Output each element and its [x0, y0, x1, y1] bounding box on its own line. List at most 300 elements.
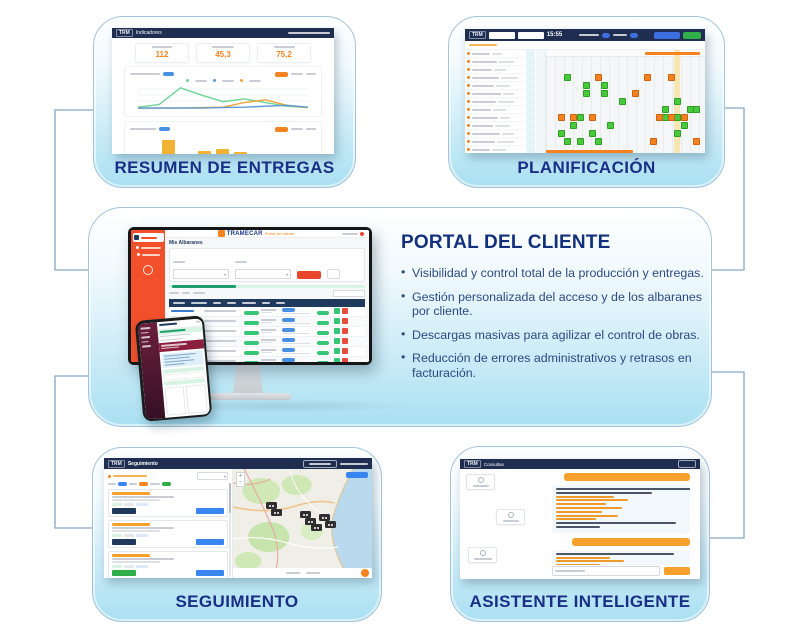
slot-chip-green[interactable] — [619, 98, 626, 105]
text-placeholder — [141, 336, 150, 338]
text-placeholder — [472, 141, 495, 143]
slot-chip-green[interactable] — [601, 90, 608, 97]
slot-chip-orange[interactable] — [589, 114, 596, 121]
slot-chip-green[interactable] — [601, 82, 608, 89]
download-chip[interactable] — [282, 308, 295, 312]
text-placeholder — [492, 149, 506, 151]
text-placeholder — [222, 80, 234, 82]
screenshot-assistant — [460, 459, 700, 579]
resource-icon — [467, 124, 470, 127]
bar-chart-card — [124, 121, 322, 154]
decorative-shape — [334, 348, 355, 354]
map-action-button[interactable] — [346, 472, 368, 478]
slot-chip-orange[interactable] — [644, 74, 651, 81]
card-buttons — [112, 539, 224, 545]
truck-marker[interactable] — [325, 521, 336, 528]
text-placeholder — [613, 34, 627, 36]
date-select[interactable] — [489, 32, 515, 39]
reply-line — [556, 557, 610, 559]
decorative-shape — [134, 235, 139, 240]
sidebar-logo — [133, 233, 164, 242]
text-placeholder — [501, 77, 518, 79]
bar — [198, 151, 211, 154]
text-placeholder — [493, 109, 506, 111]
resource-row — [465, 90, 545, 98]
slot-chip-green[interactable] — [564, 138, 571, 145]
panel-planificacion — [448, 16, 725, 188]
resource-row — [465, 66, 545, 74]
reply-line — [556, 515, 618, 517]
text-placeholder — [112, 558, 174, 560]
resource-icon — [467, 100, 470, 103]
reject-button[interactable] — [342, 348, 348, 354]
accept-button[interactable] — [334, 328, 340, 334]
decorative-shape — [130, 70, 316, 78]
decorative-shape — [204, 310, 244, 312]
text-placeholder — [193, 292, 205, 294]
decorative-shape — [334, 358, 355, 362]
text-placeholder — [152, 46, 172, 48]
text-placeholder — [249, 80, 261, 82]
assistant-title: Consultas — [483, 461, 504, 467]
slot-chip-green[interactable] — [681, 122, 688, 129]
fab-button[interactable] — [361, 569, 369, 577]
text-placeholder — [195, 321, 199, 323]
text-placeholder — [261, 359, 276, 361]
text-placeholder — [472, 117, 498, 119]
resource-row — [465, 58, 545, 66]
decorative-shape — [317, 352, 334, 362]
slot-chip-green[interactable] — [583, 90, 590, 97]
reply-line — [556, 522, 676, 524]
text-placeholder — [286, 572, 300, 575]
status-chips — [112, 503, 224, 506]
download-chip[interactable] — [282, 338, 295, 342]
accept-button[interactable] — [334, 358, 340, 362]
text-placeholder — [163, 353, 195, 357]
plate-title — [112, 523, 150, 526]
decorative-shape — [277, 512, 279, 514]
text-placeholder — [161, 346, 179, 349]
suggestion-card[interactable] — [496, 509, 525, 525]
slot-chip-green[interactable] — [564, 74, 571, 81]
decorative-shape — [334, 308, 355, 314]
slot-chip-orange[interactable] — [558, 114, 565, 121]
decorative-shape — [328, 524, 330, 526]
panel-portal — [88, 207, 712, 427]
panel-resumen — [93, 16, 356, 188]
delivery-card[interactable] — [108, 489, 228, 517]
truck-marker[interactable] — [319, 514, 330, 521]
truck-marker[interactable] — [266, 502, 277, 509]
tracking-title: Seguimiento — [127, 460, 158, 467]
text-placeholder — [169, 292, 179, 294]
decorative-shape — [137, 253, 140, 256]
decorative-shape — [204, 320, 244, 322]
lote-select[interactable] — [235, 269, 291, 279]
text-placeholder — [204, 330, 236, 332]
reject-button[interactable] — [342, 318, 348, 324]
bar-chart — [144, 135, 308, 154]
bullet-item: • Reducción de errores administrativos y retrasos en facturación. — [401, 351, 721, 380]
accept-button[interactable] — [334, 338, 340, 344]
slot-chip-green[interactable] — [662, 106, 669, 113]
brand-logo: TRM — [116, 29, 133, 37]
text-placeholder — [291, 128, 303, 131]
truck-marker[interactable] — [300, 511, 311, 518]
gantt-bar-top[interactable] — [645, 52, 701, 55]
text-placeholder — [140, 332, 148, 334]
text-placeholder — [472, 133, 500, 135]
dashboard-title: Indicadores — [135, 30, 162, 36]
resource-row — [465, 122, 545, 130]
text-placeholder — [129, 483, 137, 485]
text-placeholder — [503, 520, 519, 522]
text-placeholder — [108, 483, 116, 485]
text-placeholder — [261, 309, 276, 311]
text-placeholder — [140, 326, 150, 329]
reject-button[interactable] — [342, 338, 348, 344]
card-buttons — [112, 508, 224, 514]
slot-chip-green[interactable] — [607, 122, 614, 129]
slot-chip-green[interactable] — [570, 122, 577, 129]
text-placeholder — [141, 341, 148, 343]
line-chart-card — [124, 66, 322, 117]
text-placeholder — [204, 360, 236, 362]
text-placeholder — [472, 85, 494, 87]
resource-row — [465, 106, 545, 114]
decorative-shape — [124, 503, 134, 506]
obra-select[interactable] — [173, 269, 229, 279]
text-placeholder — [340, 463, 368, 465]
decorative-shape — [204, 350, 244, 352]
download-chip[interactable] — [282, 358, 295, 362]
reply-line — [556, 503, 606, 505]
decorative-shape — [306, 514, 308, 516]
decorative-shape: ▾ — [285, 271, 288, 277]
clock-time: 15:55 — [546, 32, 563, 38]
status-chips — [112, 565, 224, 568]
decorative-shape — [156, 318, 209, 418]
bullet-item: • Visibilidad y control total de la producción y entregas. — [401, 266, 721, 281]
reply-line — [556, 560, 624, 562]
table-search-input[interactable] — [333, 290, 365, 297]
zoom-control[interactable]: + − — [236, 472, 245, 487]
decorative-shape — [317, 527, 319, 529]
text-placeholder — [282, 313, 310, 315]
chart-legend — [130, 78, 316, 83]
text-placeholder — [204, 310, 236, 312]
text-placeholder — [227, 302, 236, 304]
table-controls — [169, 290, 365, 297]
accept-button[interactable] — [334, 348, 340, 354]
text-placeholder — [495, 125, 510, 127]
decorative-shape — [478, 477, 484, 483]
decorative-shape — [334, 338, 355, 344]
text-placeholder — [306, 73, 316, 76]
info-badge — [163, 72, 174, 76]
filter-button[interactable] — [275, 72, 288, 77]
text-placeholder — [496, 85, 510, 87]
text-placeholder — [130, 73, 160, 76]
slot-chip-orange[interactable] — [650, 138, 657, 145]
text-placeholder — [502, 133, 514, 135]
chat-input[interactable] — [552, 566, 660, 576]
download-chip[interactable] — [282, 348, 295, 352]
page-title: Mis Albaranes — [169, 240, 203, 246]
sidebar-item[interactable] — [136, 246, 161, 249]
table-header-row — [169, 299, 365, 307]
text-placeholder — [204, 350, 236, 352]
text-placeholder — [498, 101, 514, 103]
decorative-shape — [334, 328, 355, 334]
decorative-shape — [311, 521, 313, 523]
resource-icon — [467, 140, 470, 143]
slot-chip-green[interactable] — [693, 106, 700, 113]
status-button-navy[interactable] — [112, 539, 136, 545]
text-placeholder — [261, 322, 272, 324]
truck-marker[interactable] — [271, 509, 282, 516]
tramecar-brand: TRAMECAR — [226, 230, 263, 237]
reject-button[interactable] — [342, 328, 348, 334]
text-placeholder — [112, 527, 174, 529]
slot-chip-green[interactable] — [558, 130, 565, 137]
slot-chip-orange[interactable] — [632, 90, 639, 97]
decorative-shape — [314, 527, 316, 529]
text-placeholder — [212, 46, 234, 48]
chat-thread — [552, 473, 690, 565]
text-placeholder — [291, 73, 303, 76]
text-placeholder — [472, 61, 497, 63]
planning-grid — [546, 50, 705, 153]
text-placeholder — [276, 302, 285, 304]
slot-chip-orange[interactable] — [681, 114, 688, 121]
primary-button[interactable] — [654, 32, 680, 39]
bar — [162, 140, 175, 154]
decorative-shape — [282, 348, 317, 355]
resource-icon — [467, 116, 470, 119]
accept-button[interactable] — [334, 308, 340, 314]
panel-label-planificacion: PLANIFICACIÓN — [517, 158, 656, 177]
tracking-header — [104, 458, 372, 469]
text-placeholder — [142, 254, 160, 256]
filter-chips — [108, 482, 228, 486]
text-placeholder — [173, 302, 185, 304]
stat-card — [257, 43, 311, 63]
decorative-shape — [261, 309, 282, 314]
text-placeholder — [282, 343, 310, 345]
scrollbar[interactable] — [229, 483, 231, 576]
toggle-switch[interactable] — [630, 33, 638, 38]
bullet-item: • Gestión personalizada del acceso y de los albaranes por cliente. — [401, 290, 721, 319]
slot-chip-green[interactable] — [674, 130, 681, 137]
text-placeholder — [472, 69, 492, 71]
header-button[interactable] — [678, 460, 696, 468]
truck-marker[interactable] — [311, 524, 322, 531]
decorative-shape — [282, 358, 317, 362]
ver-albaran-button[interactable] — [196, 539, 224, 545]
text-placeholder — [261, 362, 272, 363]
resource-icon — [467, 132, 470, 135]
suggestion-card[interactable] — [468, 547, 497, 563]
phone-bottom-boxes — [164, 384, 207, 415]
text-placeholder — [195, 80, 207, 82]
text-placeholder — [472, 93, 501, 95]
confirm-button[interactable] — [683, 32, 701, 39]
text-placeholder — [500, 117, 510, 119]
text-placeholder — [173, 261, 185, 263]
phone-info-block — [161, 350, 203, 368]
resource-icon — [467, 84, 470, 87]
more-filters-button[interactable] — [327, 269, 340, 279]
delivery-card[interactable] — [108, 520, 228, 548]
decorative-shape — [124, 565, 134, 568]
text-placeholder — [112, 496, 174, 498]
download-chip[interactable] — [282, 328, 295, 332]
decorative-shape: ▾ — [223, 473, 226, 479]
slot-chip-orange[interactable] — [668, 74, 675, 81]
decorative-shape — [308, 521, 310, 523]
decorative-shape — [55, 376, 92, 528]
slot-chip-orange[interactable] — [570, 114, 577, 121]
center-fleet-button[interactable] — [303, 460, 337, 468]
help-icon[interactable] — [143, 265, 153, 275]
slot-chip-green[interactable] — [595, 138, 602, 145]
status-button-green[interactable] — [112, 570, 136, 576]
resource-row — [465, 98, 545, 106]
slot-chip-orange[interactable] — [693, 138, 700, 145]
decorative-shape — [136, 503, 148, 506]
portal-topbar — [165, 230, 369, 238]
chip-green[interactable] — [162, 482, 171, 486]
gantt-bar-bottom[interactable] — [546, 150, 633, 153]
status-button-navy[interactable] — [112, 508, 136, 514]
plate-title — [112, 492, 150, 495]
download-chip[interactable] — [282, 318, 295, 322]
decorative-shape — [179, 322, 194, 323]
accept-button[interactable] — [334, 318, 340, 324]
slot-chip-green[interactable] — [577, 138, 584, 145]
text-placeholder — [309, 463, 331, 465]
map-footer — [233, 568, 372, 578]
ver-albaran-button[interactable] — [196, 508, 224, 514]
slot-chip-green[interactable] — [583, 82, 590, 89]
toggle-switch[interactable] — [602, 33, 610, 38]
decorative-shape — [233, 469, 372, 569]
text-placeholder — [261, 342, 272, 344]
text-placeholder — [112, 561, 160, 563]
albaran-link[interactable] — [171, 310, 194, 313]
text-placeholder — [159, 323, 177, 327]
resource-row — [465, 138, 545, 146]
portal-title: PORTAL DEL CLIENTE — [401, 232, 611, 253]
phone-screen — [137, 318, 209, 419]
panel-seguimiento — [92, 447, 382, 622]
chat-input-row — [552, 566, 690, 576]
slot-chip-orange[interactable] — [656, 114, 663, 121]
table-row — [169, 307, 365, 317]
deliveries-list — [104, 469, 233, 578]
view-select[interactable] — [197, 472, 228, 480]
resource-icon — [467, 108, 470, 111]
reply-line — [556, 553, 674, 555]
ver-albaran-button[interactable] — [196, 570, 224, 576]
decorative-shape — [108, 475, 111, 478]
chip-blue[interactable] — [118, 482, 127, 486]
decorative-shape — [186, 384, 208, 413]
text-placeholder — [472, 149, 490, 151]
slot-chip-green[interactable] — [674, 98, 681, 105]
reject-button[interactable] — [342, 358, 348, 362]
decorative-shape — [186, 79, 189, 82]
text-placeholder — [472, 77, 499, 79]
slot-chip-orange[interactable] — [668, 114, 675, 121]
reply-line — [556, 507, 622, 509]
send-button[interactable] — [664, 567, 690, 575]
slot-chip-orange[interactable] — [595, 74, 602, 81]
resource-row — [465, 146, 545, 153]
decorative-shape — [136, 534, 148, 537]
resource-icon — [467, 68, 470, 71]
slot-chip-green[interactable] — [589, 130, 596, 137]
decorative-shape — [261, 319, 282, 324]
brand-logo: TRM — [469, 31, 486, 39]
decorative-shape — [124, 534, 134, 537]
stat-card — [196, 43, 250, 63]
decorative-shape — [235, 251, 291, 279]
text-placeholder — [274, 46, 295, 48]
reject-button[interactable] — [342, 308, 348, 314]
text-placeholder — [113, 475, 147, 478]
text-placeholder — [172, 285, 236, 288]
chip-orange[interactable] — [139, 482, 148, 486]
stat-value: 75,2 — [276, 50, 292, 59]
suggestion-card[interactable] — [466, 474, 495, 490]
filters-bar — [169, 248, 365, 282]
text-placeholder — [497, 141, 514, 143]
decorative-shape: ▾ — [223, 271, 226, 277]
success-alert — [169, 285, 365, 288]
decorative-shape — [303, 514, 305, 516]
decorative-shape — [508, 512, 514, 518]
text-placeholder — [503, 93, 514, 95]
reply-line — [556, 564, 600, 565]
text-placeholder — [555, 570, 585, 572]
sidebar-item[interactable] — [137, 253, 160, 256]
text-placeholder — [261, 339, 276, 341]
text-placeholder — [499, 61, 514, 63]
text-placeholder — [182, 292, 190, 294]
panel-label-seguimiento: SEGUIMIENTO — [175, 592, 299, 611]
text-placeholder — [306, 572, 320, 575]
filter-button[interactable] — [275, 127, 288, 132]
decorative-shape — [204, 330, 244, 332]
date-text-placeholder — [288, 32, 330, 35]
notification-bell-icon[interactable] — [360, 232, 364, 236]
decorative-shape — [136, 246, 139, 249]
stat-value: 112 — [155, 50, 169, 59]
decorative-shape — [204, 360, 244, 362]
plant-select[interactable] — [518, 32, 544, 39]
delivery-card[interactable] — [108, 551, 228, 578]
decorative-shape — [112, 503, 122, 506]
buscar-button[interactable] — [297, 271, 321, 279]
text-placeholder — [472, 101, 496, 103]
tramecar-logo-icon — [218, 230, 225, 237]
slot-chip-green[interactable] — [577, 114, 584, 121]
text-placeholder — [235, 261, 247, 263]
map-view[interactable] — [233, 469, 372, 578]
